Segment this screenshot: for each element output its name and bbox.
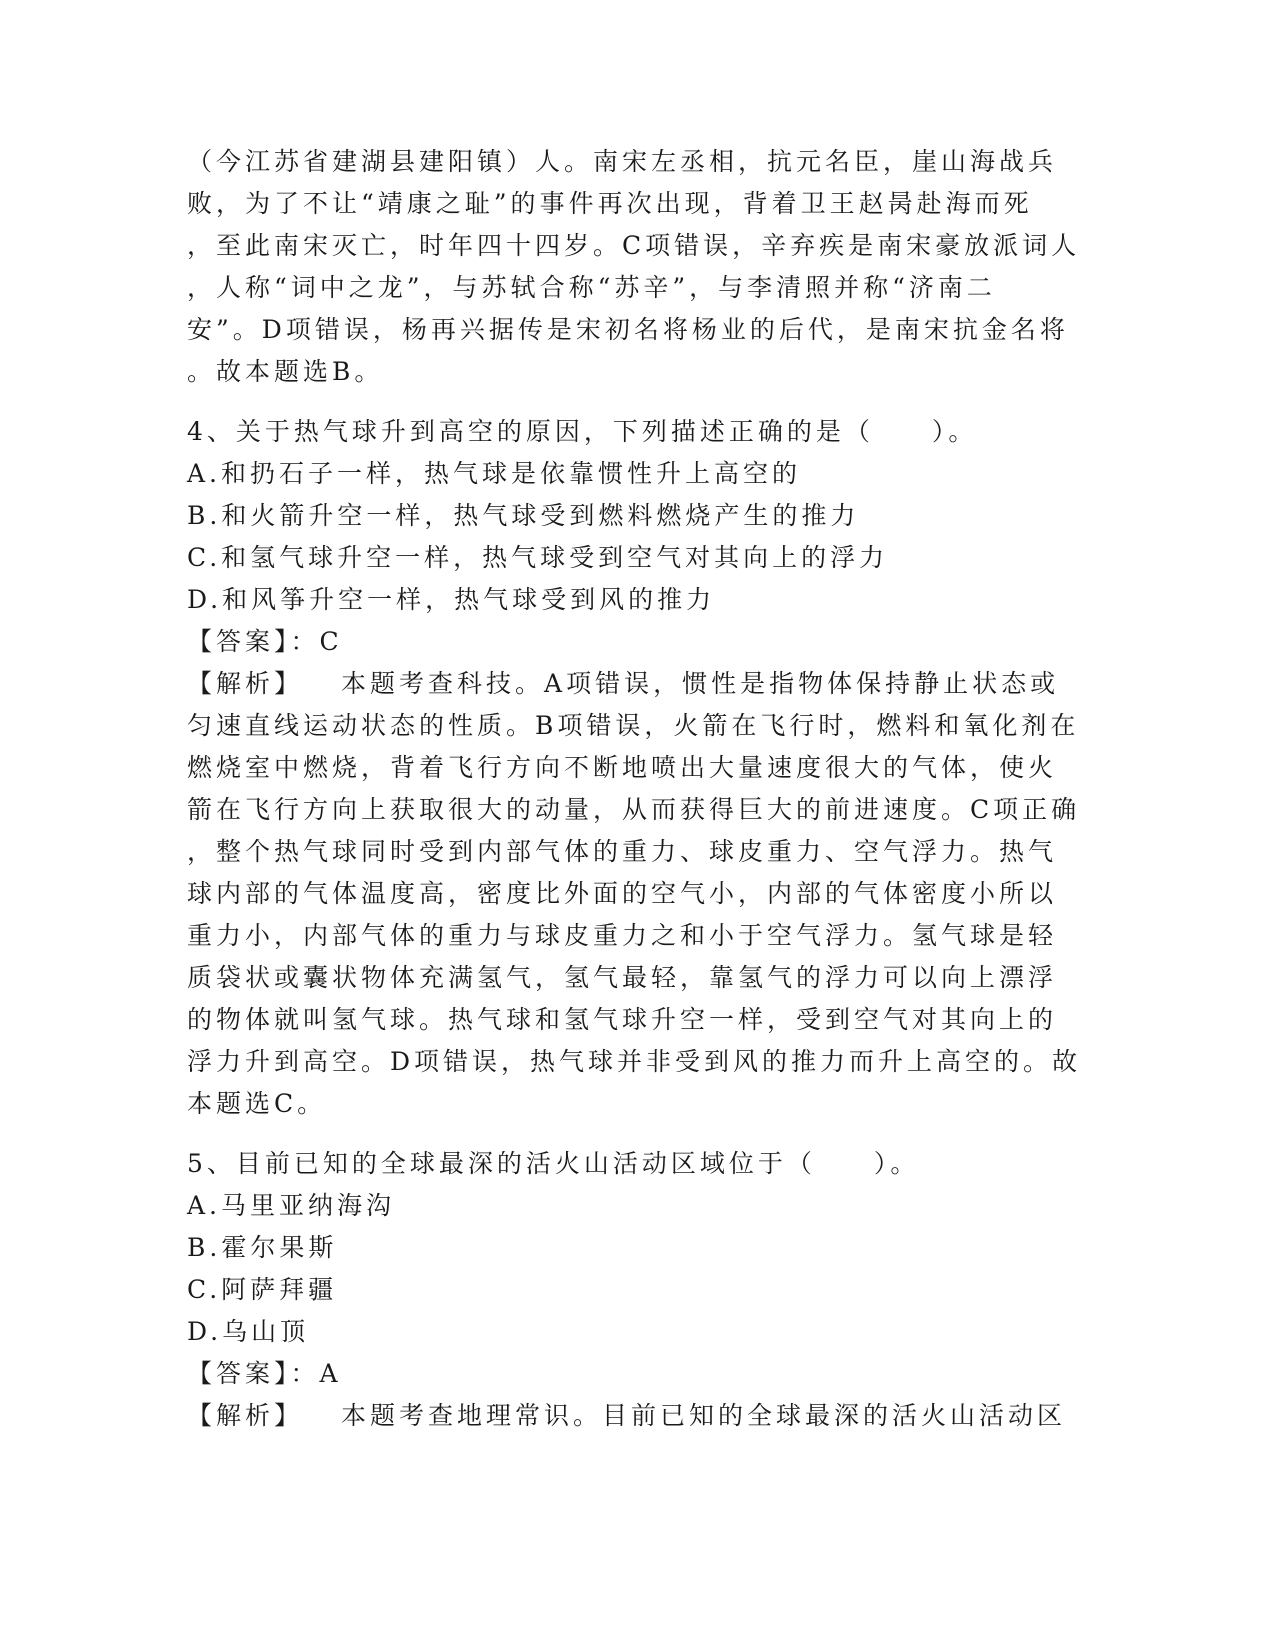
prev-explanation-line: 败，为了不让“靖康之耻”的事件再次出现，背着卫王赵昺赴海而死 xyxy=(187,189,1033,218)
analysis-label: 【解析】 xyxy=(187,1401,304,1430)
answer-label: 【答案】： xyxy=(187,627,320,656)
question-4-option-a: A.和扔石子一样，热气球是依靠惯性升上高空的 xyxy=(187,459,802,488)
question-4-option-b: B.和火箭升空一样，热气球受到燃料燃烧产生的推力 xyxy=(187,501,860,530)
analysis-line: 燃烧室中燃烧，背着飞行方向不断地喷出大量速度很大的气体，使火 xyxy=(187,753,1058,782)
analysis-line: 本题选C。 xyxy=(187,1089,327,1118)
analysis-line: 重力小，内部气体的重力与球皮重力之和小于空气浮力。氢气球是轻 xyxy=(187,921,1058,950)
question-4-option-c: C.和氢气球升空一样，热气球受到空气对其向上的浮力 xyxy=(187,543,889,572)
analysis-text: 本题考查科技。A项错误，惯性是指物体保持静止状态或 xyxy=(341,669,1060,698)
question-5-option-b: B.霍尔果斯 xyxy=(187,1233,338,1262)
analysis-line: 球内部的气体温度高，密度比外面的空气小，内部的气体密度小所以 xyxy=(187,879,1058,908)
question-5-option-c: C.阿萨拜疆 xyxy=(187,1275,338,1304)
prev-explanation-line: ，人称“词中之龙”，与苏轼合称“苏辛”，与李清照并称“济南二 xyxy=(187,273,996,302)
analysis-line: 浮力升到高空。D项错误，热气球并非受到风的推力而升上高空的。故 xyxy=(187,1047,1082,1076)
answer-label: 【答案】： xyxy=(187,1359,320,1388)
prev-explanation-line: 安”。D项错误，杨再兴据传是宋初名将杨业的后代，是南宋抗金名将 xyxy=(187,315,1069,344)
analysis-line: 箭在飞行方向上获取很大的动量，从而获得巨大的前进速度。C项正确 xyxy=(187,795,1081,824)
prev-explanation-line: （今江苏省建湖县建阳镇）人。南宋左丞相，抗元名臣，崖山海战兵 xyxy=(187,147,1058,176)
analysis-line: 匀速直线运动状态的性质。B项错误，火箭在飞行时，燃料和氧化剂在 xyxy=(187,711,1080,740)
prev-explanation-line: 。故本题选B。 xyxy=(187,357,384,386)
question-4-analysis-first-line xyxy=(187,668,1087,700)
analysis-text: 本题考查地理常识。目前已知的全球最深的活火山活动区 xyxy=(341,1401,1067,1430)
question-5-option-a: A.马里亚纳海沟 xyxy=(187,1191,396,1220)
question-5-stem: 5、目前已知的全球最深的活火山活动区域位于（ ）。 xyxy=(187,1149,920,1178)
question-4-option-d: D.和风筝升空一样，热气球受到风的推力 xyxy=(187,585,716,614)
question-4-answer xyxy=(187,626,1087,658)
answer-value: C xyxy=(319,627,343,656)
analysis-line: ，整个热气球同时受到内部气体的重力、球皮重力、空气浮力。热气 xyxy=(187,837,1058,866)
analysis-label: 【解析】 xyxy=(187,669,304,698)
question-4-stem: 4、关于热气球升到高空的原因，下列描述正确的是（ ）。 xyxy=(187,417,978,446)
answer-value: A xyxy=(319,1359,342,1388)
question-5-option-d: D.乌山顶 xyxy=(187,1317,310,1346)
question-5-answer xyxy=(187,1358,1087,1390)
question-5-analysis-first-line xyxy=(187,1400,1087,1432)
analysis-line: 的物体就叫氢气球。热气球和氢气球升空一样，受到空气对其向上的 xyxy=(187,1005,1058,1034)
analysis-line: 质袋状或囊状物体充满氢气，氢气最轻，靠氢气的浮力可以向上漂浮 xyxy=(187,963,1058,992)
prev-explanation-line: ，至此南宋灭亡，时年四十四岁。C项错误，辛弃疾是南宋豪放派词人 xyxy=(187,231,1081,260)
